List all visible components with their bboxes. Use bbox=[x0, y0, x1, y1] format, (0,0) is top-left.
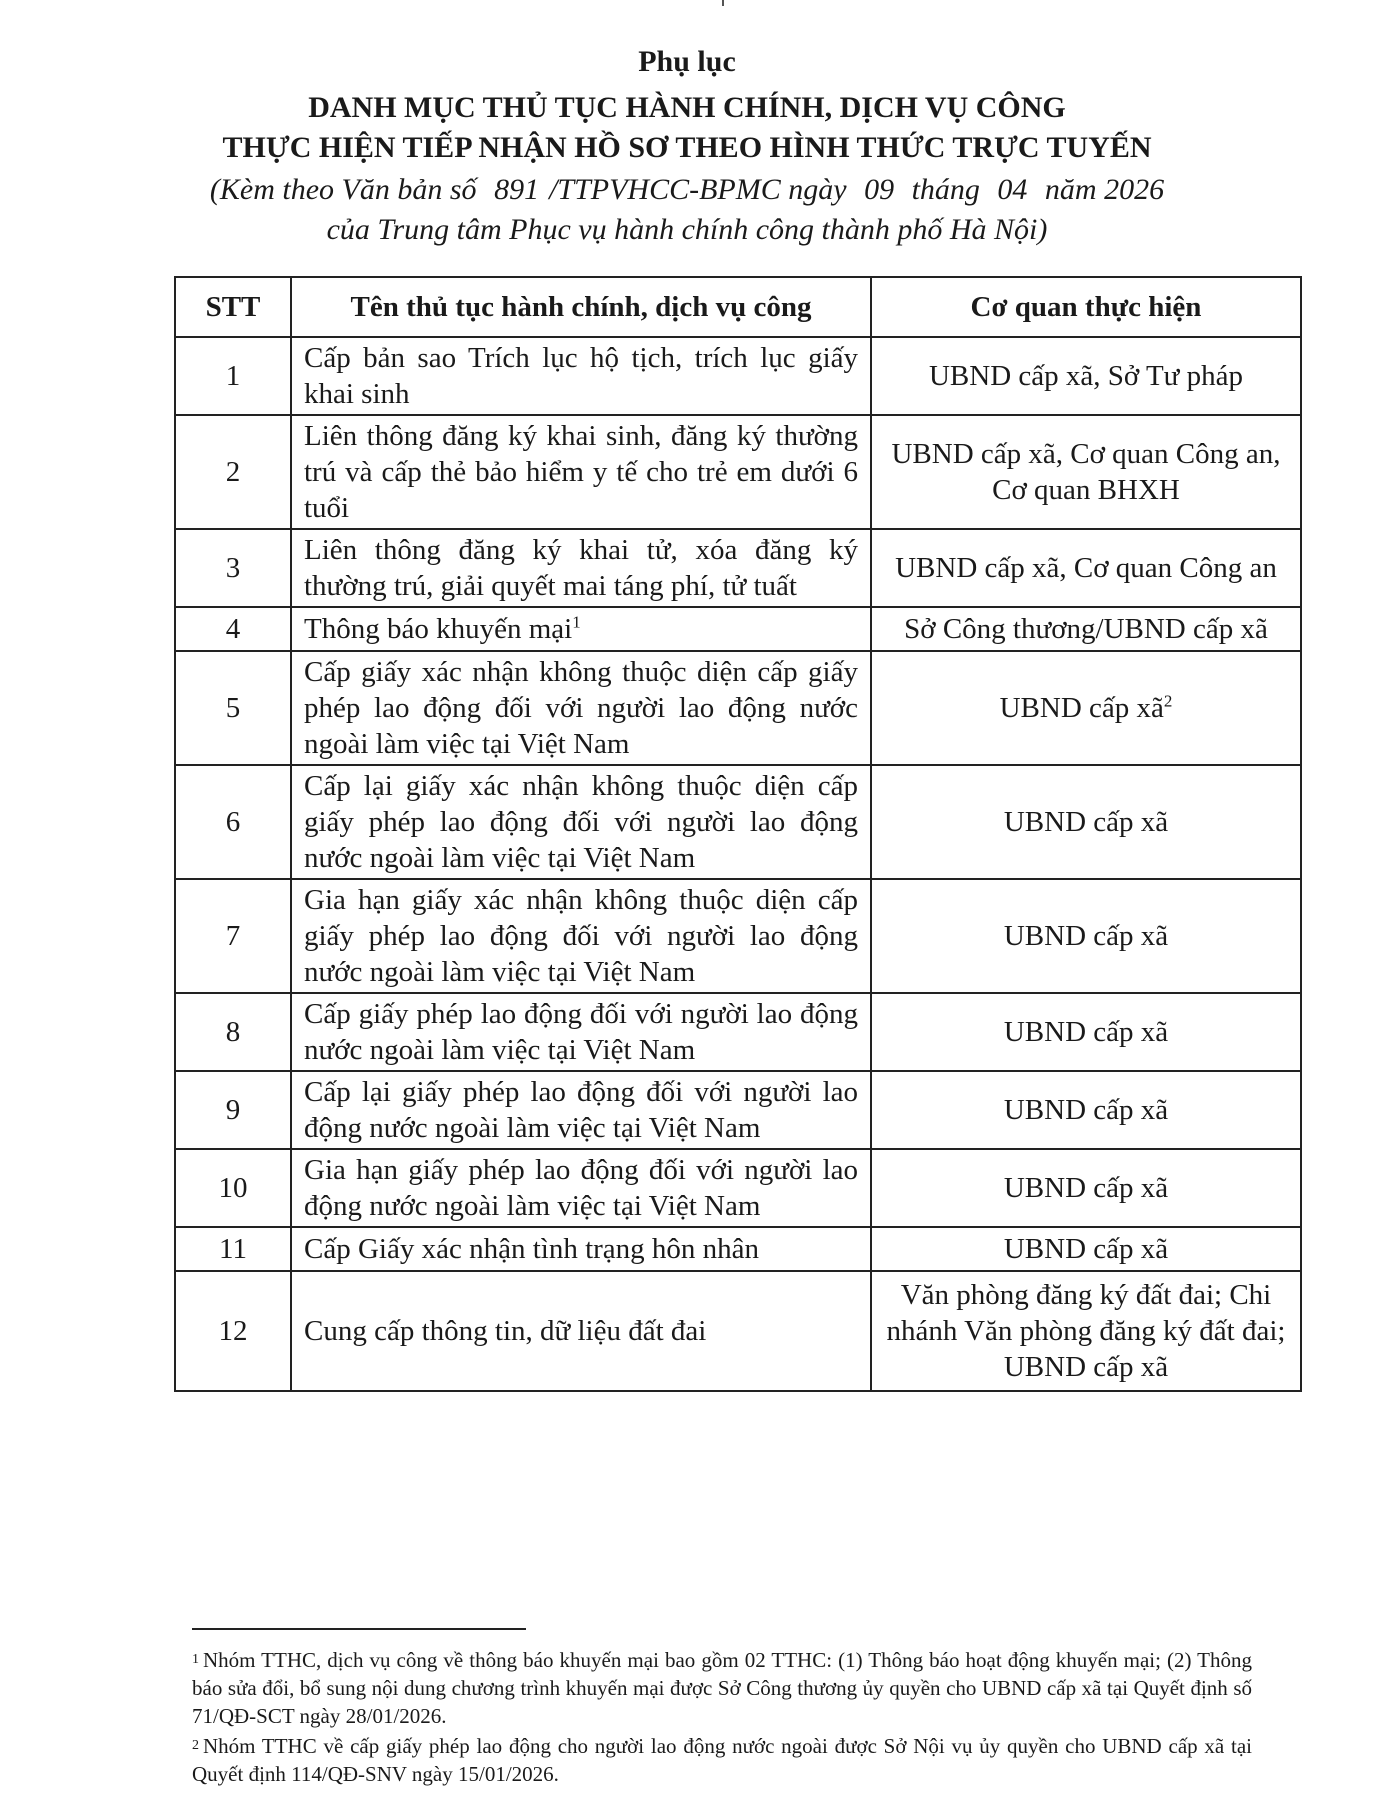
footnote-separator bbox=[192, 1628, 526, 1630]
procedure-name: Cung cấp thông tin, dữ liệu đất đai bbox=[304, 1315, 707, 1347]
footnote-1-text: Nhóm TTHC, dịch vụ công về thông báo khuyến mại bao gồm 02 TTHC: (1) Thông báo hoạt động khuyến mại; (2) Thông báo sửa đổi, bổ sung nội dung chương trình khuyến mại được Sở Công thương ủy quyền cho UBND cấp xã tại Quyết định số 71/QĐ-SCT ngày 28/01/2026. bbox=[192, 1648, 1252, 1728]
issuing-agency-line: của Trung tâm Phục vụ hành chính công thành phố Hà Nội) bbox=[326, 213, 1048, 246]
column-header-agency: Cơ quan thực hiện bbox=[871, 277, 1301, 337]
row-number: 6 bbox=[175, 765, 291, 879]
document-reference-line bbox=[100, 170, 1274, 210]
table-row bbox=[175, 765, 1301, 879]
table-row bbox=[175, 415, 1301, 529]
procedure-name: Gia hạn giấy phép lao động đối với người lao động nước ngoài làm việc tại Việt Nam bbox=[304, 1154, 858, 1222]
row-number: 3 bbox=[175, 529, 291, 607]
footnote-2-text: Nhóm TTHC về cấp giấy phép lao động cho người lao động nước ngoài được Sở Nội vụ ủy quyền cho UBND cấp xã tại Quyết định 114/QĐ-SNV ngày 15/01/2026. bbox=[192, 1734, 1252, 1786]
procedure-name: Gia hạn giấy xác nhận không thuộc diện cấp giấy phép lao động đối với người lao động nước ngoài làm việc tại Việt Nam bbox=[304, 884, 858, 988]
agency-cell bbox=[871, 607, 1301, 651]
document-title-line-2: THỰC HIỆN TIẾP NHẬN HỒ SƠ THEO HÌNH THỨC TRỰC TUYẾN bbox=[222, 131, 1152, 164]
footnote-reference: 2 bbox=[1163, 691, 1173, 711]
agency-name: UBND cấp xã bbox=[1003, 1094, 1169, 1126]
procedure-name-cell bbox=[291, 337, 871, 415]
table-row bbox=[175, 1149, 1301, 1227]
row-number: 9 bbox=[175, 1071, 291, 1149]
agency-name: UBND cấp xã bbox=[1003, 920, 1169, 952]
agency-cell bbox=[871, 1071, 1301, 1149]
row-number: 5 bbox=[175, 651, 291, 765]
row-number: 12 bbox=[175, 1271, 291, 1391]
agency-cell bbox=[871, 765, 1301, 879]
document-title-line-1: DANH MỤC THỦ TỤC HÀNH CHÍNH, DỊCH VỤ CÔNG bbox=[308, 91, 1066, 124]
agency-name: UBND cấp xã, Cơ quan Công an bbox=[895, 552, 1277, 584]
agency-name: Văn phòng đăng ký đất đai; Chi nhánh Văn phòng đăng ký đất đai; UBND cấp xã bbox=[886, 1279, 1286, 1383]
agency-cell bbox=[871, 1227, 1301, 1271]
procedure-name-cell bbox=[291, 651, 871, 765]
procedure-name: Thông báo khuyến mại bbox=[304, 613, 573, 645]
month-label: tháng bbox=[911, 173, 980, 206]
document-number: 891 bbox=[494, 173, 540, 206]
procedure-name: Cấp Giấy xác nhận tình trạng hôn nhân bbox=[304, 1233, 760, 1265]
table-row bbox=[175, 529, 1301, 607]
row-number: 2 bbox=[175, 415, 291, 529]
agency-name: UBND cấp xã bbox=[1003, 1233, 1169, 1265]
table-body bbox=[175, 337, 1301, 1391]
procedure-name-cell bbox=[291, 607, 871, 651]
footnote-reference: 1 bbox=[572, 612, 581, 632]
column-header-stt: STT bbox=[175, 277, 291, 337]
table-row bbox=[175, 607, 1301, 651]
row-number: 4 bbox=[175, 607, 291, 651]
procedure-name-cell bbox=[291, 1149, 871, 1227]
procedure-name-cell bbox=[291, 415, 871, 529]
agency-name: Sở Công thương/UBND cấp xã bbox=[904, 613, 1268, 645]
table-header-row bbox=[175, 277, 1301, 337]
procedure-name-cell bbox=[291, 765, 871, 879]
row-number: 11 bbox=[175, 1227, 291, 1271]
agency-cell bbox=[871, 1149, 1301, 1227]
procedure-name: Liên thông đăng ký khai tử, xóa đăng ký thường trú, giải quyết mai táng phí, tử tuất bbox=[304, 534, 858, 602]
reference-prefix: (Kèm theo Văn bản số bbox=[209, 173, 477, 206]
procedure-name: Liên thông đăng ký khai sinh, đăng ký thường trú và cấp thẻ bảo hiểm y tế cho trẻ em dưới 6 tuổi bbox=[304, 420, 858, 524]
procedure-name-cell bbox=[291, 1071, 871, 1149]
procedure-name-cell bbox=[291, 993, 871, 1071]
table-row bbox=[175, 337, 1301, 415]
column-header-procedure-name: Tên thủ tục hành chính, dịch vụ công bbox=[291, 277, 871, 337]
table-row bbox=[175, 1071, 1301, 1149]
document-day: 09 bbox=[864, 173, 895, 206]
row-number: 10 bbox=[175, 1149, 291, 1227]
agency-name: UBND cấp xã bbox=[999, 692, 1164, 724]
document-code: /TTPVHCC-BPMC ngày bbox=[549, 173, 847, 206]
procedure-name-cell bbox=[291, 529, 871, 607]
agency-name: UBND cấp xã, Sở Tư pháp bbox=[928, 360, 1244, 392]
appendix-label: Phụ lục bbox=[638, 45, 736, 78]
procedure-name: Cấp lại giấy phép lao động đối với người lao động nước ngoài làm việc tại Việt Nam bbox=[304, 1076, 858, 1144]
footnote-2-mark: 2 bbox=[192, 1738, 199, 1753]
table-row bbox=[175, 1227, 1301, 1271]
procedure-name-cell bbox=[291, 1271, 871, 1391]
footnote-1-mark: 1 bbox=[192, 1652, 199, 1667]
table-row bbox=[175, 993, 1301, 1071]
agency-cell bbox=[871, 529, 1301, 607]
agency-cell bbox=[871, 879, 1301, 993]
procedure-name-cell bbox=[291, 879, 871, 993]
agency-cell bbox=[871, 415, 1301, 529]
procedure-name: Cấp giấy phép lao động đối với người lao động nước ngoài làm việc tại Việt Nam bbox=[304, 998, 858, 1066]
procedure-name: Cấp giấy xác nhận không thuộc diện cấp giấy phép lao động đối với người lao động nước ngoài làm việc tại Việt Nam bbox=[304, 656, 858, 760]
page-top-mark bbox=[722, 0, 724, 6]
agency-cell bbox=[871, 993, 1301, 1071]
agency-name: UBND cấp xã, Cơ quan Công an, Cơ quan BHXH bbox=[891, 438, 1281, 506]
footnote-1 bbox=[192, 1646, 1252, 1730]
table-row bbox=[175, 1271, 1301, 1391]
agency-name: UBND cấp xã bbox=[1003, 806, 1169, 838]
agency-name: UBND cấp xã bbox=[1003, 1016, 1169, 1048]
agency-cell bbox=[871, 651, 1301, 765]
table-row bbox=[175, 879, 1301, 993]
row-number: 1 bbox=[175, 337, 291, 415]
procedure-name: Cấp bản sao Trích lục hộ tịch, trích lục giấy khai sinh bbox=[304, 342, 858, 410]
document-month: 04 bbox=[997, 173, 1028, 206]
year-label: năm 2026 bbox=[1044, 173, 1165, 206]
footnote-2 bbox=[192, 1732, 1252, 1788]
agency-cell bbox=[871, 1271, 1301, 1391]
table-row bbox=[175, 651, 1301, 765]
row-number: 8 bbox=[175, 993, 291, 1071]
procedure-name: Cấp lại giấy xác nhận không thuộc diện cấp giấy phép lao động đối với người lao động nước ngoài làm việc tại Việt Nam bbox=[304, 770, 858, 874]
agency-cell bbox=[871, 337, 1301, 415]
procedure-name-cell bbox=[291, 1227, 871, 1271]
row-number: 7 bbox=[175, 879, 291, 993]
agency-name: UBND cấp xã bbox=[1003, 1172, 1169, 1204]
procedures-table bbox=[174, 276, 1302, 1392]
